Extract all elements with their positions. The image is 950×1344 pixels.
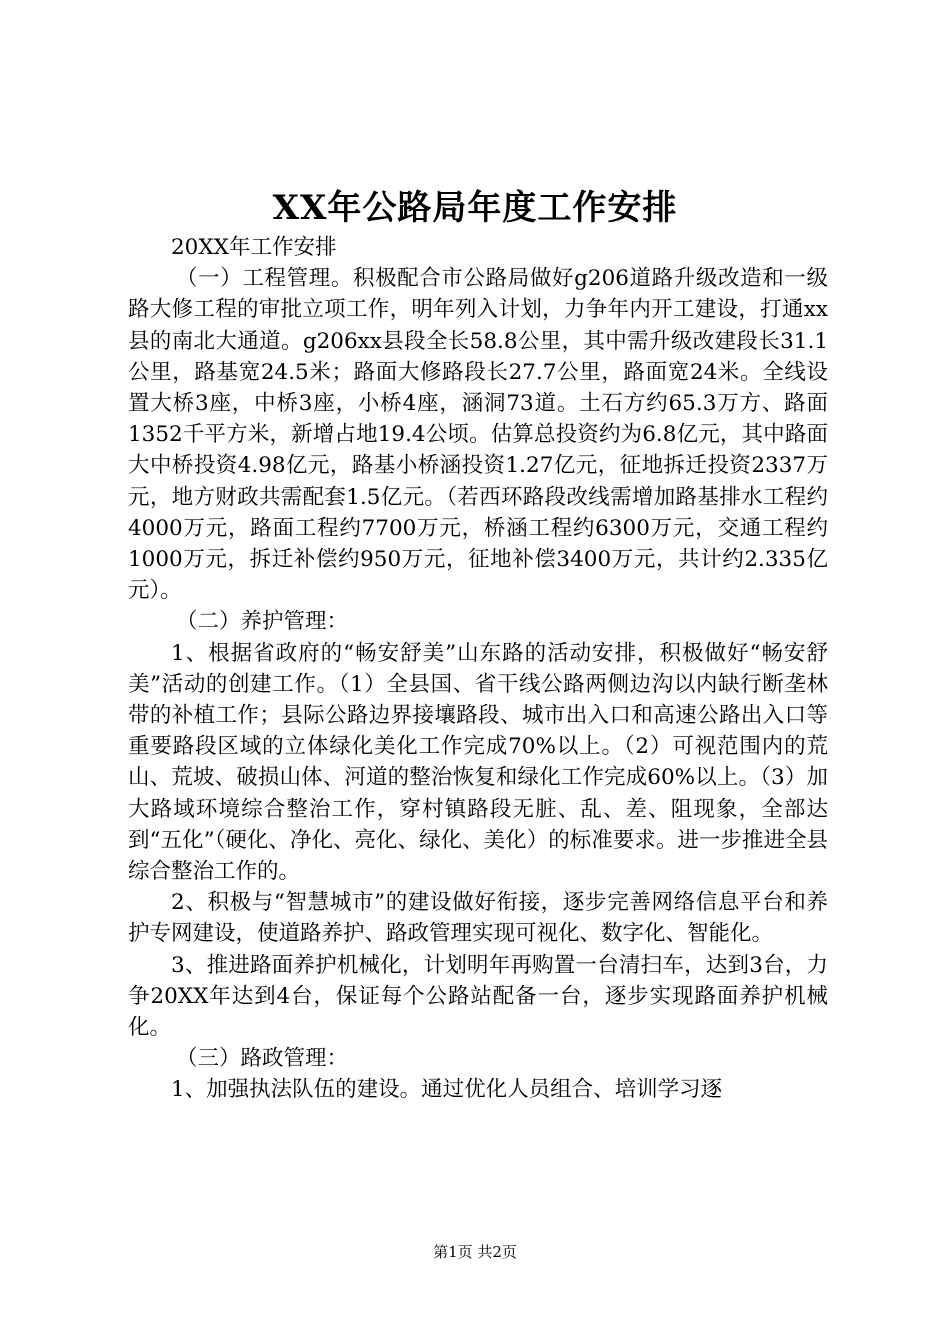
document-title: XX年公路局年度工作安排: [272, 188, 678, 228]
paragraph-maintenance-1: 1、根据省政府的“畅安舒美”山东路的活动安排，积极做好“畅安舒美”活动的创建工作。（1）全县国、省干线公路两侧边沟以内缺行断垄林带的补植工作；县际公路边界接壤路段、城市出入口和高速公路出入口等重要路段区域的立体绿化美化工作完成70%以上。（2）可视范围内的荒山、荒坡、破损山体、河道的整治恢复和绿化工作完成60%以上。（3）加大路域环境综合整治工作，穿村镇路段无脏、乱、差、阻现象，全部达到“五化”（硬化、净化、亮化、绿化、美化）的标准要求。进一步推进全县综合整治工作的。: [128, 640, 828, 885]
paragraph-maintenance-2: 2、积极与“智慧城市”的建设做好衔接，逐步完善网络信息平台和养护专网建设，使道路养护、路政管理实现可视化、数字化、智能化。: [128, 890, 828, 947]
paragraph-maintenance-heading: （二）养护管理：: [176, 609, 349, 635]
paragraph-heading: 20XX年工作安排: [171, 235, 337, 260]
paragraph-engineering: （一）工程管理。积极配合市公路局做好g206道路升级改造和一级路大修工程的审批立项工作，明年列入计划，力争年内开工建设，打通xx县的南北大通道。g206xx县段全长58.8公里，其中需升级改建段长31.1公里，路基宽24.5米；路面大修路段长27.7公里，路面宽24米。全线设置大桥3座，中桥3座，小桥4座，涵洞73道。土石方约65.3万方、路面1352千平方米，新增占地19.4公顷。估算总投资约为6.8亿元，其中路面大中桥投资4.98亿元，路基小桥涵投资1.27亿元，征地拆迁投资2337万元，地方财政共需配套1.5亿元。（若西环路段改线需增加路基排水工程约4000万元，路面工程约7700万元，桥涵工程约6300万元，交通工程约1000万元，拆迁补偿约950万元，征地补偿3400万元，共计约2.335亿元）。: [128, 266, 828, 604]
paragraph-road-admin-heading: （三）路政管理：: [176, 1046, 349, 1072]
page-number-footer: 第1页 共2页: [433, 1243, 517, 1261]
paragraph-road-admin-1: 1、加强执法队伍的建设。通过优化人员组合、培训学习逐: [171, 1077, 723, 1103]
document-body: [128, 232, 828, 1106]
paragraph-maintenance-3: 3、推进路面养护机械化，计划明年再购置一台清扫车，达到3台，力争20XX年达到4台，保证每个公路站配备一台，逐步实现路面养护机械化。: [128, 952, 828, 1041]
